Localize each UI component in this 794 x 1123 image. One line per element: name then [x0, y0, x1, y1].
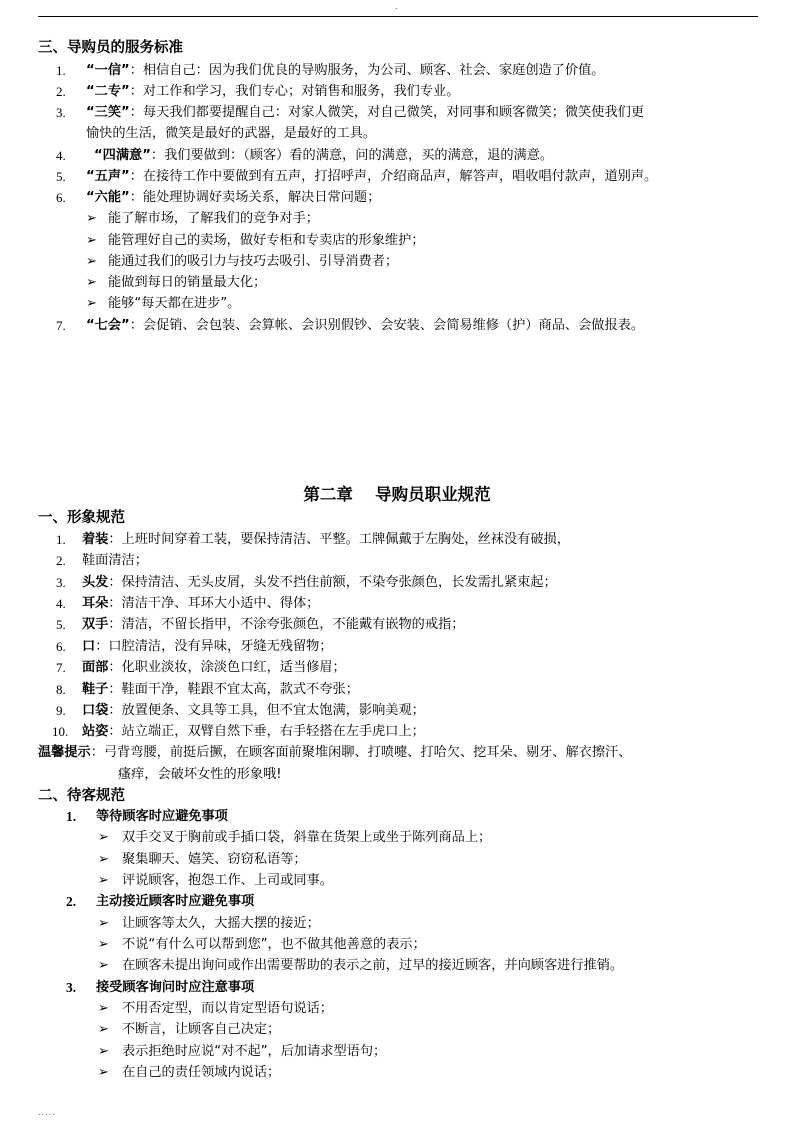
- list-item: [94, 146, 553, 166]
- arrow-bullet-icon: ➢: [98, 852, 109, 867]
- arrow-bullet-icon: ➢: [98, 873, 109, 888]
- subsection-title: 主动接近顾客时应避免事项: [96, 894, 255, 909]
- arrow-bullet-icon: ➢: [98, 937, 109, 952]
- item-text: ：上班时间穿着工装，要保持清洁、平整。工牌佩戴于左胸处，丝袜没有破损，: [108, 532, 570, 547]
- bullet-item: 在顾客未提出询问或作出需要帮助的表示之前，过早的接近顾客，并向顾客进行推销。: [122, 958, 624, 973]
- item-text: ：放置便条、文具等工具，但不宜太饱满，影响美观；: [108, 703, 425, 718]
- list-item: [82, 637, 333, 657]
- list-item: [82, 680, 359, 700]
- header-rule: [38, 16, 758, 17]
- item-text: ：鞋面干净，鞋跟不宜太高，款式不夸张；: [108, 682, 359, 697]
- section-heading-service-standards: 三、导购员的服务标准: [38, 40, 183, 56]
- item-term: “五声”: [86, 169, 130, 184]
- bullet-item: 双手交叉于胸前或手插口袋，斜靠在货架上或坐于陈列商品上；: [122, 830, 492, 845]
- item-term: 耳朵: [82, 596, 109, 611]
- item-text: 鞋面清洁；: [82, 553, 148, 568]
- list-number: 6.: [56, 190, 66, 205]
- list-number: 4.: [56, 596, 66, 611]
- item-term: 头发: [82, 575, 109, 590]
- list-item: [82, 615, 464, 635]
- list-item-continuation: 愉快的生活，微笑是最好的武器，是最好的工具。: [86, 126, 377, 141]
- item-term: “四满意”: [94, 148, 151, 163]
- item-term: 口: [82, 639, 96, 654]
- item-term: 着装: [82, 532, 109, 547]
- list-number: 1.: [56, 63, 66, 78]
- item-text: ：保持清洁、无头皮屑，头发不挡住前额，不染夸张颜色，长发需扎紧束起；: [108, 575, 557, 590]
- chapter-title: 第二章 导购员职业规范: [303, 485, 491, 504]
- list-item: [86, 61, 604, 81]
- list-number: 7.: [56, 660, 66, 675]
- bullet-item: 让顾客等太久，大摇大摆的接近；: [122, 916, 320, 931]
- item-term: “三笑”: [86, 105, 130, 120]
- item-term: “七会”: [86, 318, 130, 333]
- list-number: 3.: [56, 575, 66, 590]
- section-heading-reception: 二、待客规范: [38, 788, 125, 804]
- arrow-bullet-icon: ➢: [86, 254, 97, 269]
- item-term: 面部: [82, 660, 109, 675]
- list-item: [82, 658, 346, 678]
- list-item: [82, 701, 425, 721]
- bullet-item: 能了解市场，了解我们的竞争对手；: [108, 211, 319, 226]
- subsection-title: 接受顾客询问时应注意事项: [96, 980, 255, 995]
- list-number: 4.: [56, 148, 66, 163]
- arrow-bullet-icon: ➢: [86, 211, 97, 226]
- list-item: [86, 82, 459, 102]
- item-text: ：清洁，不留长指甲，不涂夸张颜色，不能戴有嵌物的戒指；: [108, 617, 465, 632]
- tip-label: 温馨提示: [38, 745, 91, 760]
- item-text: ：我们要做到：（顾客）看的满意，问的满意，买的满意，退的满意。: [150, 148, 554, 163]
- list-number: 3.: [56, 105, 66, 120]
- subsection-number: 1.: [66, 809, 77, 824]
- item-text: ：口腔清洁，没有异味，牙缝无残留物；: [95, 639, 333, 654]
- bullet-item: 能做到每日的销量最大化；: [108, 275, 267, 290]
- footer-mark: .....: [38, 1108, 56, 1117]
- item-term: 双手: [82, 617, 109, 632]
- list-item: [82, 530, 570, 550]
- bullet-item: 不说“有什么可以帮到您”，也不做其他善意的表示；: [122, 937, 426, 952]
- item-text: ：对工作和学习，我们专心；对销售和服务，我们专业。: [129, 84, 460, 99]
- list-item: [82, 573, 557, 593]
- list-item: [86, 188, 380, 208]
- bullet-item: 能通过我们的吸引力与技巧去吸引、引导消费者；: [108, 254, 399, 269]
- subsection-title: 等待顾客时应避免事项: [96, 809, 228, 824]
- item-text: ：每天我们都要提醒自己：对家人微笑，对自己微笑，对同事和顾客微笑；微笑使我们更: [129, 105, 645, 120]
- list-item: [86, 103, 644, 123]
- subsection-number: 3.: [66, 980, 77, 995]
- bullet-item: 能够“每天都在进步”。: [108, 296, 241, 311]
- arrow-bullet-icon: ➢: [98, 958, 109, 973]
- list-number: 10.: [52, 724, 69, 739]
- arrow-bullet-icon: ➢: [98, 1044, 109, 1059]
- bullet-item: 不断言，让顾客自己决定；: [122, 1022, 281, 1037]
- bullet-item: 聚集聊天、嬉笑、窃窃私语等；: [122, 852, 307, 867]
- section-heading-appearance: 一、形象规范: [38, 510, 125, 526]
- bullet-item: 表示拒绝时应说“对不起”，后加请求型语句；: [122, 1044, 387, 1059]
- item-term: “一信”: [86, 63, 130, 78]
- bullet-item: 在自己的责任领域内说话；: [122, 1065, 281, 1080]
- item-text: ：清洁干净、耳环大小适中、得体；: [108, 596, 320, 611]
- item-text: ：能处理协调好卖场关系，解决日常问题；: [129, 190, 381, 205]
- list-item: [82, 551, 148, 571]
- list-number: 9.: [56, 703, 66, 718]
- list-item: [86, 167, 657, 187]
- tip-text: ：弓背弯腰，前挺后撅，在顾客面前聚堆闲聊、打喷嚏、打哈欠、挖耳朵、剔牙、解衣擦汗、: [90, 745, 632, 760]
- item-term: 站姿: [82, 724, 109, 739]
- list-number: 1.: [56, 532, 66, 547]
- header-mark: .: [395, 2, 398, 11]
- list-number: 5.: [56, 617, 66, 632]
- arrow-bullet-icon: ➢: [98, 1065, 109, 1080]
- item-text: ：相信自己：因为我们优良的导购服务，为公司、顾客、社会、家庭创造了价值。: [129, 63, 605, 78]
- item-text: ：会促销、会包装、会算帐、会识别假钞、会安装、会简易维修（护）商品、会做报表。: [129, 318, 645, 333]
- list-number: 6.: [56, 639, 66, 654]
- tip-paragraph: [38, 743, 631, 763]
- arrow-bullet-icon: ➢: [86, 296, 97, 311]
- item-text: ：在接待工作中要做到有五声，打招呼声，介绍商品声，解答声，唱收唱付款声，道别声。: [129, 169, 658, 184]
- arrow-bullet-icon: ➢: [98, 1022, 109, 1037]
- bullet-item: 能管理好自己的卖场，做好专柜和专卖店的形象维护；: [108, 233, 425, 248]
- subsection-number: 2.: [66, 894, 77, 909]
- list-item: [86, 316, 644, 336]
- item-text: ：站立端正，双臂自然下垂，右手轻搭在左手虎口上；: [108, 724, 425, 739]
- arrow-bullet-icon: ➢: [86, 233, 97, 248]
- bullet-item: 不用否定型，而以肯定型语句说话；: [122, 1001, 333, 1016]
- item-term: 鞋子: [82, 682, 109, 697]
- list-number: 2.: [56, 553, 66, 568]
- list-number: 7.: [56, 318, 66, 333]
- list-number: 2.: [56, 84, 66, 99]
- arrow-bullet-icon: ➢: [98, 830, 109, 845]
- list-item: [82, 594, 319, 614]
- item-term: “二专”: [86, 84, 130, 99]
- list-number: 8.: [56, 682, 66, 697]
- tip-continuation: 瘙痒，会破坏女性的形象哦!: [118, 767, 282, 782]
- arrow-bullet-icon: ➢: [98, 1001, 109, 1016]
- item-term: “六能”: [86, 190, 130, 205]
- arrow-bullet-icon: ➢: [86, 275, 97, 290]
- arrow-bullet-icon: ➢: [98, 916, 109, 931]
- list-number: 5.: [56, 169, 66, 184]
- item-text: ：化职业淡妆，涂淡色口红，适当修眉；: [108, 660, 346, 675]
- bullet-item: 评说顾客，抱怨工作、上司或同事。: [122, 873, 333, 888]
- list-item: [82, 722, 425, 742]
- item-term: 口袋: [82, 703, 109, 718]
